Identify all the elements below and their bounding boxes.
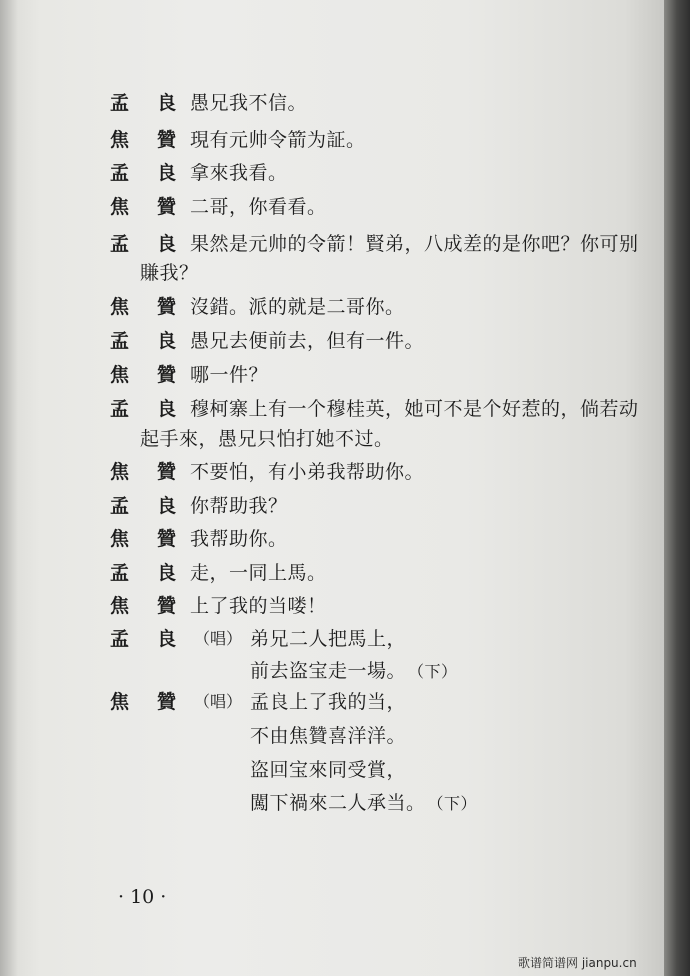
dialogue-text: 我帮助你。 [190,528,288,550]
dialogue-text: 果然是元帅的令箭！賢弟，八成差的是你吧？你可别 [190,233,639,255]
speaker-name: 孟 良 [110,495,176,517]
speaker-name: 焦 贊 [110,296,176,318]
verse-line: 不由焦贊喜洋洋。 [250,725,407,747]
page-shadow [0,0,18,976]
speaker-name: 焦 贊 [110,129,176,151]
speaker-name: 焦 贊 [110,528,176,550]
speaker-name: 孟 良 [110,162,176,184]
dialogue-continuation: 起手來，愚兄只怕打她不过。 [140,428,394,450]
speaker-name: 孟 良 [110,330,176,352]
book-gutter [664,0,690,976]
speaker-name: 孟 良 [110,562,176,584]
speaker-name: 焦 贊 [110,595,176,617]
speaker-name: 孟 良 [110,398,176,420]
dialogue-text: 沒錯。派的就是二哥你。 [190,296,405,318]
sing-tag: （唱） [194,692,243,711]
dialogue-text: 走，一同上馬。 [190,562,327,584]
dialogue-text: 你帮助我？ [190,495,288,517]
dialogue-text: 不要怕，有小弟我帮助你。 [190,461,425,483]
exit-direction: （下） [435,794,478,813]
speaker-name: 焦 贊 [110,364,176,386]
verse-line: 盗回宝來同受賞， [250,759,407,781]
verse-line: 前去盗宝走一場。 （下） [250,660,458,682]
speaker-name: 焦 贊 [110,691,176,713]
dialogue-text: 愚兄我不信。 [190,92,308,114]
dialogue-text: 現有元帅令箭为証。 [190,129,366,151]
page-number: · 10 · [118,886,167,908]
site-watermark: 歌谱简谱网 jianpu.cn [518,956,637,970]
speaker-name: 孟 良 [110,233,176,255]
sing-tag: （唱） [194,629,243,648]
speaker-name: 孟 良 [110,628,176,650]
exit-direction: （下） [416,662,458,681]
dialogue-text: 愚兄去便前去，但有一件。 [190,330,425,352]
dialogue-text: 哪一件？ [190,364,269,386]
speaker-name: 孟 良 [110,92,176,114]
verse-line: 闖下禍來二人承当。 （下） [250,792,478,814]
dialogue-text: 上了我的当喽！ [190,595,327,617]
verse-line: 弟兄二人把馬上， [250,628,407,650]
dialogue-text: 拿來我看。 [190,162,288,184]
dialogue-continuation: 賺我？ [140,262,199,284]
speaker-name: 焦 贊 [110,461,176,483]
dialogue-text: 二哥，你看看。 [190,196,327,218]
verse-line: 孟良上了我的当， [250,691,407,713]
speaker-name: 焦 贊 [110,196,176,218]
dialogue-text: 穆柯寨上有一个穆桂英，她可不是个好惹的，倘若动 [190,398,639,420]
